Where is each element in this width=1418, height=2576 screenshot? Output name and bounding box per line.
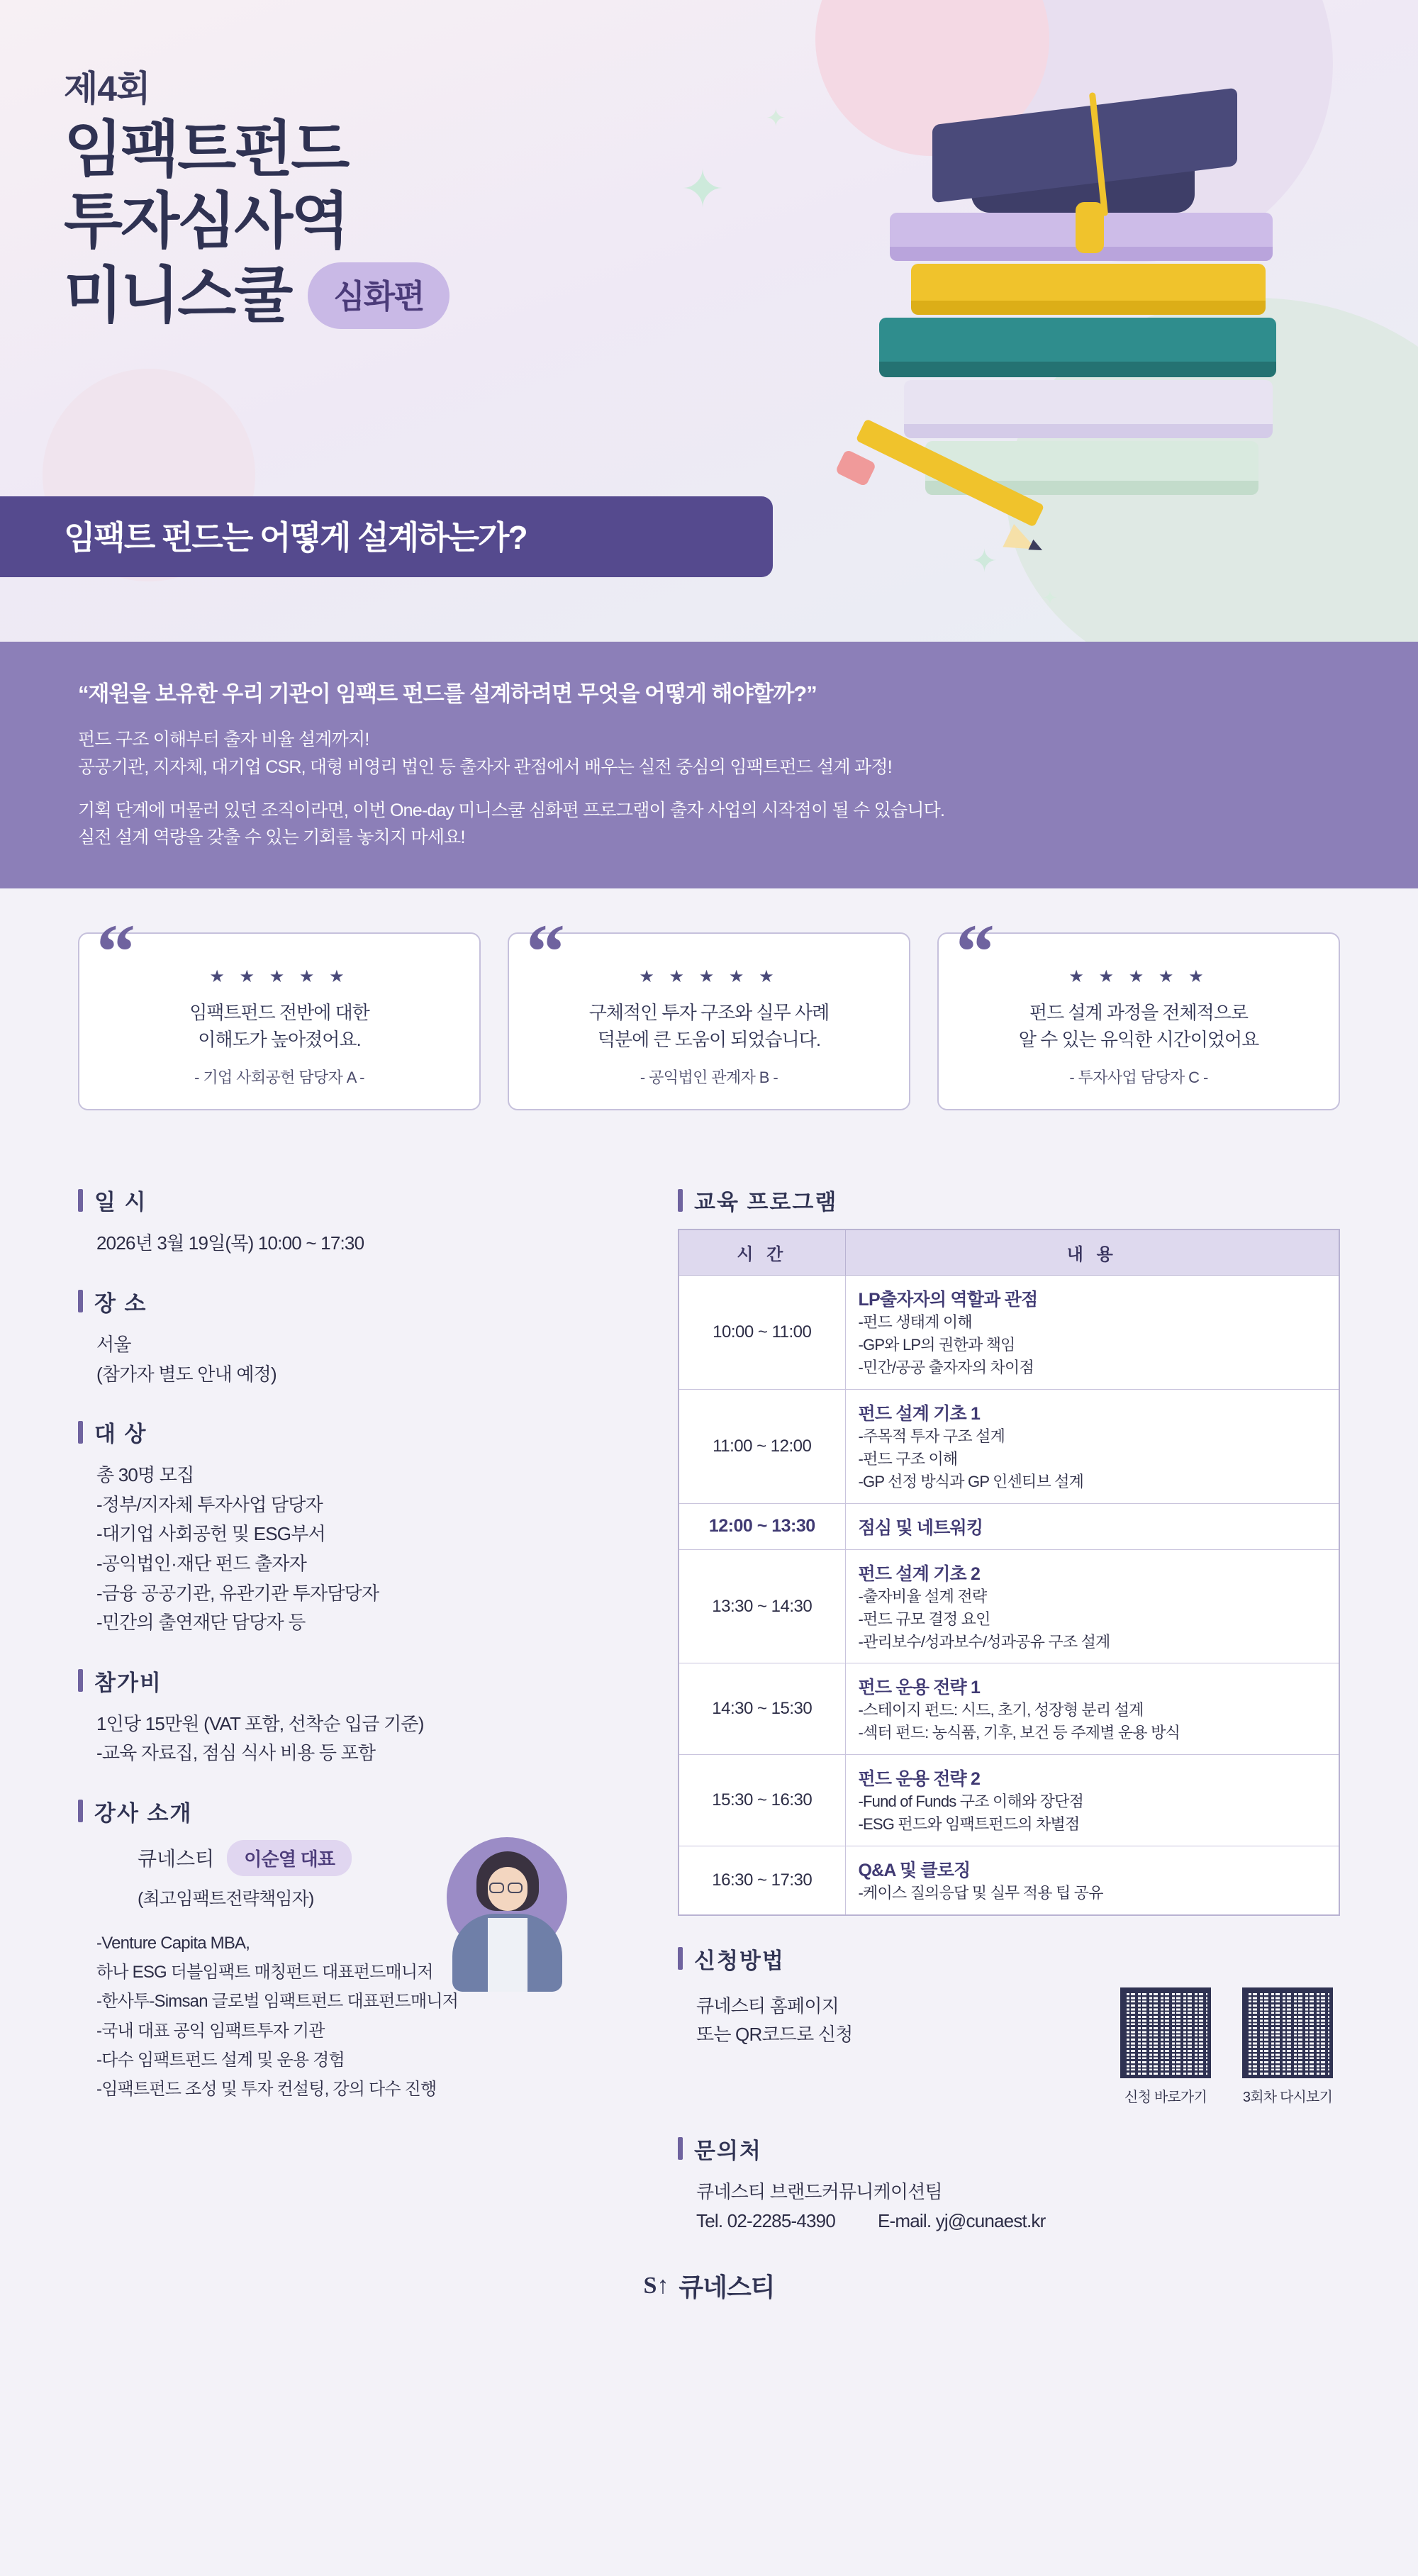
pencil-icon [835, 449, 877, 486]
table-row [679, 1503, 1339, 1549]
row-title: 펀드 운용 전략 1 [858, 1678, 981, 1698]
testimonial-author: - 투자사업 담당자 C - [1069, 1069, 1208, 1087]
table-row [679, 1755, 1339, 1846]
row-content [845, 1663, 1339, 1755]
row-detail: -케이스 질의응답 및 실무 적용 팁 공유 [858, 1883, 1103, 1902]
testimonials-row [0, 888, 1418, 1150]
qr-replay[interactable] [1242, 1987, 1333, 2106]
instructor-credential-item: -임팩트펀드 조성 및 투자 컨설팅, 강의 다수 진행 [96, 2080, 437, 2100]
poster-title-line2: 투자심사역 [64, 186, 348, 255]
apply-line2: 또는 QR코드로 신청 [696, 2024, 853, 2046]
qr-apply[interactable] [1120, 1987, 1211, 2106]
section-heading-label: 일 시 [94, 1190, 147, 1215]
instructor-credential-item: -다수 임팩트펀드 설계 및 운용 경험 [96, 2050, 345, 2070]
intro-paragraph-1: 펀드 구조 이해부터 출자 비율 설계까지! [78, 730, 369, 749]
right-column [678, 1157, 1340, 2236]
qr-code-icon[interactable] [1120, 1987, 1211, 2078]
row-content [845, 1846, 1339, 1914]
row-detail: -펀드 규모 결정 요인 [858, 1610, 990, 1628]
row-title: 펀드 운용 전략 2 [858, 1769, 981, 1790]
heading-bar-icon [78, 1421, 83, 1444]
section-heading-label: 신청방법 [694, 1948, 785, 1973]
testimonial-card [78, 908, 481, 1110]
row-time: 15:30 ~ 16:30 [679, 1755, 845, 1846]
datetime-value: 2026년 3월 19일(목) 10:00 ~ 17:30 [96, 1232, 364, 1254]
qr-group [1120, 1987, 1340, 2106]
fee-lead: 1인당 15만원 (VAT 포함, 선착순 입금 기준) [96, 1712, 424, 1734]
row-time: 11:00 ~ 12:00 [679, 1390, 845, 1504]
row-detail: -GP와 LP의 권한과 책임 [858, 1336, 1015, 1354]
avatar-glasses-icon [489, 1883, 504, 1893]
star-rating: ★ ★ ★ ★ ★ [639, 967, 779, 986]
qr-label: 신청 바로가기 [1124, 2089, 1207, 2105]
row-time: 12:00 ~ 13:30 [679, 1503, 845, 1549]
row-content [845, 1755, 1339, 1846]
quote-mark-icon: “ [526, 908, 565, 995]
section-heading-label: 장 소 [94, 1290, 147, 1316]
row-detail: -스테이지 펀드: 시드, 초기, 성장형 분리 설계 [858, 1701, 1144, 1719]
apply-row [678, 1987, 1340, 2106]
intro-band [0, 642, 1418, 888]
testimonial-text-line2: 덕분에 큰 도움이 되었습니다. [597, 1028, 821, 1050]
section-heading-label: 참가비 [94, 1670, 162, 1695]
heading-bar-icon [78, 1189, 83, 1212]
footer [0, 2236, 1418, 2339]
testimonial-text-line2: 이해도가 높아졌어요. [198, 1028, 361, 1050]
brand-logo-icon: S↑ [643, 2272, 669, 2299]
target-item: -공익법인·재단 펀드 출자자 [96, 1552, 307, 1574]
table-row [679, 1390, 1339, 1504]
instructor-org: 큐네스티 [138, 1848, 215, 1870]
apply-line1: 큐네스티 홈페이지 [696, 1995, 839, 2017]
instructor-credential-item: -Venture Capita MBA, [96, 1933, 250, 1953]
row-title: 펀드 설계 기초 1 [858, 1404, 981, 1424]
row-detail: -섹터 펀드: 농식품, 기후, 보건 등 주제별 운용 방식 [858, 1724, 1180, 1742]
instructor-credential-item: -국내 대표 공익 임팩트투자 기관 [96, 2021, 325, 2041]
table-col-time: 시 간 [679, 1230, 845, 1276]
section-heading-instructor [78, 1795, 645, 1827]
sparkle-icon: ✦ [766, 105, 786, 132]
avatar-shirt [488, 1918, 527, 1992]
instructor-role: (최고임팩트전략책임자) [138, 1888, 314, 1909]
row-content [845, 1390, 1339, 1504]
qr-code-icon[interactable] [1242, 1987, 1333, 2078]
star-rating: ★ ★ ★ ★ ★ [209, 967, 350, 986]
intro-paragraph-2: 공공기관, 지자체, 대기업 CSR, 대형 비영리 법인 등 출자자 관점에서 배우는 실전 중심의 임팩트펀드 설계 과정! [78, 757, 892, 777]
hero-title-block [64, 60, 450, 329]
table-header-row [679, 1230, 1339, 1276]
target-lead: 총 30명 모집 [96, 1464, 194, 1486]
sparkle-icon: ✦ [1042, 587, 1058, 608]
main-content [0, 1150, 1418, 2236]
testimonial-text-line1: 구체적인 투자 구조와 실무 사례 [588, 1002, 830, 1023]
brand-name: 큐네스티 [679, 2273, 775, 2302]
intro-paragraph-3: 기획 단계에 머물러 있던 조직이라면, 이번 One-day 미니스쿨 심화편 프로그램이 출자 사업의 시작점이 될 수 있습니다. [78, 800, 945, 820]
row-detail: -관리보수/성과보수/성과공유 구조 설계 [858, 1632, 1110, 1651]
instructor-credential-item: 하나 ESG 더블임팩트 매칭펀드 대표펀드매니저 [96, 1963, 433, 1983]
qr-label: 3회차 다시보기 [1242, 2089, 1333, 2105]
row-detail: -펀드 구조 이해 [858, 1449, 958, 1468]
poster-title-line1: 임팩트펀드 [64, 116, 348, 184]
row-title: 점심 및 네트워킹 [858, 1517, 983, 1538]
testimonial-text-line2: 알 수 있는 유익한 시간이었어요 [1018, 1028, 1259, 1050]
heading-bar-icon [78, 1800, 83, 1822]
row-content [845, 1549, 1339, 1663]
apply-instructions [696, 1987, 852, 2049]
row-time: 14:30 ~ 15:30 [679, 1663, 845, 1755]
instructor-credential-item: -한사투-Simsan 글로벌 임팩트펀드 대표펀드매니저 [96, 1992, 459, 2012]
avatar-glasses-icon [508, 1883, 523, 1893]
place-line1: 서울 [96, 1333, 131, 1355]
row-detail: -펀드 생태계 이해 [858, 1313, 972, 1332]
edition-label: 제4회 [64, 69, 150, 108]
instructor-block [78, 1840, 645, 2104]
poster-title-line3-row [64, 257, 450, 329]
sparkle-icon: ✦ [971, 544, 998, 579]
heading-bar-icon [678, 1947, 683, 1970]
section-heading-place [78, 1286, 645, 1317]
instructor-avatar [432, 1830, 581, 1993]
table-row [679, 1549, 1339, 1663]
sparkle-icon: ✦ [681, 160, 725, 218]
row-detail: -ESG 펀드와 임팩트펀드의 차별점 [858, 1815, 1080, 1834]
testimonial-text-line1: 펀드 설계 과정을 전체적으로 [1029, 1002, 1249, 1023]
row-detail: -출자비율 설계 전략 [858, 1587, 987, 1605]
left-column [78, 1157, 645, 2236]
table-row [679, 1663, 1339, 1755]
row-detail: -주목적 투자 구조 설계 [858, 1427, 1005, 1446]
hero-section [0, 0, 1418, 642]
spacer [78, 781, 1340, 797]
section-heading-program [678, 1184, 1340, 1216]
testimonial-author: - 공익법인 관계자 B - [640, 1069, 778, 1087]
row-title: 펀드 설계 기초 2 [858, 1563, 981, 1584]
section-heading-datetime [78, 1184, 645, 1216]
target-item: -금융 공공기관, 유관기관 투자담당자 [96, 1582, 379, 1604]
section-heading-label: 강사 소개 [94, 1800, 193, 1826]
table-col-content: 내 용 [845, 1230, 1339, 1276]
section-heading-label: 문의처 [694, 2138, 762, 2163]
contact-tel[interactable]: Tel. 02-2285-4390 [696, 2210, 835, 2232]
row-time: 13:30 ~ 14:30 [679, 1549, 845, 1663]
target-item: -대기업 사회공헌 및 ESG부서 [96, 1523, 325, 1545]
section-heading-fee [78, 1665, 645, 1697]
section-heading-label: 대 상 [94, 1422, 147, 1447]
place-line2: (참가자 별도 안내 예정) [96, 1363, 277, 1385]
row-time: 16:30 ~ 17:30 [679, 1846, 845, 1914]
row-title: LP출자자의 역할과 관점 [858, 1290, 1038, 1310]
intro-quote: “재원을 보유한 우리 기관이 임팩트 펀드를 설계하려면 무엇을 어떻게 해야할까?” [78, 681, 817, 706]
contact-block [678, 2178, 1340, 2236]
instructor-name-badge: 이순열 대표 [227, 1840, 352, 1876]
heading-bar-icon [678, 2137, 683, 2160]
section-heading-apply [678, 1943, 1340, 1975]
graduation-books-illustration [812, 64, 1351, 589]
advanced-badge: 심화편 [308, 262, 449, 329]
book-stack-item [911, 301, 1266, 315]
quote-mark-icon: “ [96, 908, 135, 995]
contact-line2 [696, 2207, 1340, 2236]
star-rating: ★ ★ ★ ★ ★ [1068, 967, 1209, 986]
heading-bar-icon [78, 1669, 83, 1692]
testimonial-author: - 기업 사회공헌 담당자 A - [194, 1069, 364, 1087]
target-item: -정부/지자체 투자사업 담당자 [96, 1493, 323, 1515]
table-row [679, 1276, 1339, 1390]
testimonial-card [937, 908, 1340, 1110]
heading-bar-icon [78, 1290, 83, 1312]
hero-ribbon: 임팩트 펀드는 어떻게 설계하는가? [0, 496, 773, 577]
row-time: 10:00 ~ 11:00 [679, 1276, 845, 1390]
contact-team: 큐네스티 브랜드커뮤니케이션팀 [696, 2180, 942, 2202]
book-stack-item [904, 424, 1273, 438]
row-detail: -GP 선정 방식과 GP 인센티브 설계 [858, 1472, 1084, 1490]
table-row [679, 1846, 1339, 1914]
testimonial-card [508, 908, 910, 1110]
book-stack-item [879, 362, 1276, 377]
testimonial-text-line1: 임팩트펀드 전반에 대한 [189, 1002, 369, 1023]
row-content [845, 1503, 1339, 1549]
intro-paragraph-4: 실전 설계 역량을 갖출 수 있는 기회를 놓치지 마세요! [78, 827, 465, 848]
fee-sub: -교육 자료집, 점심 식사 비용 등 포함 [96, 1742, 376, 1764]
heading-bar-icon [678, 1189, 683, 1212]
section-heading-contact [678, 2133, 1340, 2165]
section-heading-label: 교육 프로그램 [694, 1190, 838, 1215]
quote-mark-icon: “ [956, 908, 995, 995]
tassel-icon [1076, 202, 1104, 253]
program-table [678, 1229, 1340, 1915]
row-detail: -민간/공공 출자자의 차이점 [858, 1359, 1034, 1377]
contact-email[interactable]: E-mail. yj@cunaest.kr [878, 2210, 1046, 2232]
poster-title-line3: 미니스쿨 [64, 261, 291, 330]
row-detail: -Fund of Funds 구조 이해와 장단점 [858, 1792, 1084, 1811]
target-item: -민간의 출연재단 담당자 등 [96, 1612, 306, 1634]
row-title: Q&A 및 클로징 [858, 1860, 971, 1880]
section-heading-target [78, 1416, 645, 1448]
row-content [845, 1276, 1339, 1390]
